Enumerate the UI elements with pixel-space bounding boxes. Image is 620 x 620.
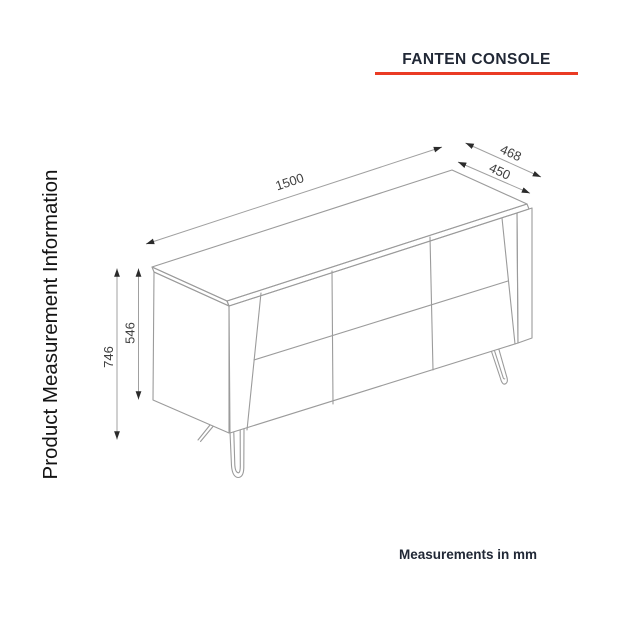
back-left-leg: [198, 425, 213, 442]
page-title: FANTEN CONSOLE: [402, 51, 551, 68]
console-body: [153, 208, 532, 433]
console-drawing: [152, 170, 532, 478]
front-right-leg: [492, 349, 508, 384]
total-height-dimension-label: 746: [101, 346, 116, 368]
width-dimension-line: [146, 147, 442, 244]
dimension-labels: [101, 142, 524, 368]
console-door-seams: [247, 218, 515, 430]
width-dimension-label: 1500: [273, 170, 306, 194]
body-depth-dimension-label: 450: [486, 160, 513, 183]
front-left-leg: [230, 429, 244, 478]
console-legs: [198, 349, 507, 478]
console-tabletop: [152, 170, 529, 306]
top-depth-dimension-label: 468: [497, 141, 524, 165]
side-caption: Product Measurement Information: [39, 169, 62, 480]
body-height-dimension-label: 546: [122, 322, 138, 344]
dimension-lines: [117, 143, 541, 440]
units-note: Measurements in mm: [399, 547, 538, 562]
